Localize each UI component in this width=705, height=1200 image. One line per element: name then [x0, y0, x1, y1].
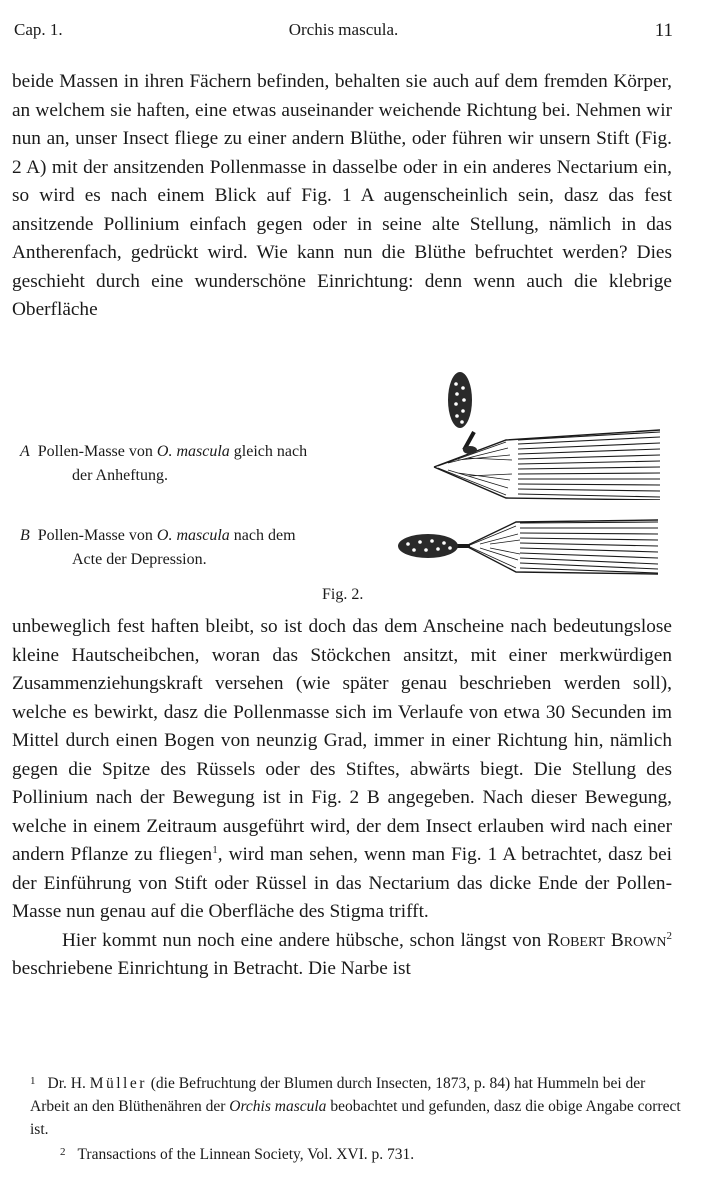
paragraph-text: , wird man sehen, wenn man Fig. 1 A betrachtet, dasz bei der Einführung von Stift oder Rüssel in das Nectarium das dicke Ende der Pollen-Masse nun genau auf die Oberfläche des Stigma trifft. [12, 844, 672, 922]
chapter-label: Cap. 1. [14, 20, 63, 39]
body-text-bottom [12, 613, 672, 984]
paragraph-text: unbeweglich fest haften bleibt, so ist doch das dem Anscheine nach bedeutungslose kleine Hautscheibchen, woran das Stöckchen ansitzt, mit einer merkwürdigen Zusammenziehungskraft versehen (wie später genau beschrieben werden soll), welche es bewirkt, dasz die Pollenmasse sich im Verlaufe von etwa 30 Secunden im Mittel durch einen Bogen von neunzig Grad, immer in einer Richtung hin, nämlich gegen die Spitze des Rüssels oder des Stiftes, abwärts biegt. Die Stellung des Pollinium nach der Bewegung ist in Fig. 2 B angegeben. Nach dieser Bewegung, welche in einem Zeitraum ausgeführt wird, der dem Insect erlauben wird nach einer andern Pflanze zu fliegen [12, 616, 672, 865]
caption-text: gleich nach [233, 443, 308, 460]
caption-line-2: der Anheftung. [72, 467, 168, 484]
figure-caption-a [20, 440, 380, 488]
caption-letter: B [20, 527, 30, 544]
caption-species: O. mascula [156, 443, 230, 460]
footnote-number: 1 [30, 1075, 36, 1087]
body-text-top [12, 68, 672, 325]
footnote-text: beobachtet und gefunden, dasz die obige Angabe correct ist. [30, 1098, 681, 1138]
figure-label: Fig. 2. [322, 586, 364, 603]
paragraph-text: beschriebene Einrichtung in Betracht. Die Narbe ist [12, 958, 411, 979]
footnote-1 [30, 1070, 682, 1141]
paragraph-text: Hier kommt nun noch eine andere hübsche, schon längst von [62, 929, 542, 951]
footnote-species: Orchis mascula [229, 1098, 327, 1115]
figure-2 [0, 360, 705, 610]
caption-text: Pollen-Masse von [37, 527, 153, 544]
page-number: 11 [654, 20, 673, 41]
footnote-author: Müller [89, 1075, 147, 1092]
paragraph [12, 613, 672, 927]
caption-line-2: Acte der Depression. [72, 551, 207, 568]
footnote-text: (die Befruchtung der Blumen durch Insecten, 1873, p. 84) hat Hummeln bei der Arbeit an den Blüthenähren der [30, 1075, 646, 1115]
author-name: Robert Brown [547, 929, 667, 951]
footnote-text: Dr. H. [47, 1075, 86, 1092]
footnote-number: 2 [60, 1146, 66, 1158]
running-head [14, 20, 673, 44]
page-title: Orchis mascula. [288, 20, 399, 39]
caption-letter: A [20, 443, 30, 460]
paragraph: beide Massen in ihren Fächern befinden, behalten sie auch auf dem fremden Körper, an welchem sie haften, eine etwas auseinander weichende Richtung bei. Nehmen wir nun an, unser Insect fliege zu einer andern Blüthe, oder führen wir unsern Stift (Fig. 2 A) mit der ansitzenden Pollenmasse in dasselbe oder in ein anderes Nectarium ein, so wird es nach einem Blick auf Fig. 1 A augenscheinlich sein, dasz das fest ansitzende Pollinium einfach gegen oder in seine alte Stellung, nämlich in das Antherenfach, gedrückt wird. Wie kann nun die Blüthe befruchtet werden? Dies geschieht durch eine wunderschöne Einrichtung: denn wenn auch die klebrige Oberfläche [12, 71, 672, 320]
footnote-ref: 2 [666, 929, 672, 942]
caption-text: Pollen-Masse von [37, 443, 153, 460]
figure-caption-b [20, 524, 380, 572]
footnote-text: Transactions of the Linnean Society, Vol. XVI. p. 731. [77, 1146, 415, 1163]
footnote-ref: 1 [212, 844, 218, 856]
paragraph [12, 927, 672, 984]
footnote-2 [30, 1141, 682, 1166]
caption-text: nach dem [233, 527, 296, 544]
pencil-with-pollinium-illustration-a [428, 370, 660, 500]
footnotes [30, 1070, 682, 1166]
pencil-with-pollinium-illustration-b [396, 510, 658, 584]
caption-species: O. mascula [156, 527, 230, 544]
